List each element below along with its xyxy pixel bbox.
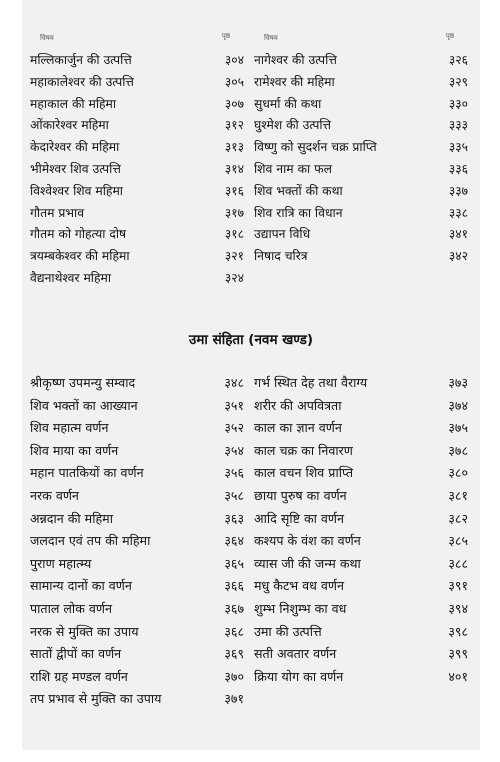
entry-title: शरीर की अपवित्रता: [254, 397, 342, 413]
toc-entry: [30, 115, 250, 137]
toc-entry: [254, 575, 474, 598]
entry-title: गौतम को गोहत्या दोष: [30, 227, 127, 242]
entry-title: नागेश्वर की उत्पत्ति: [254, 53, 337, 67]
toc-entry: [254, 50, 474, 72]
toc-entry: [30, 395, 250, 418]
toc-entry: [254, 530, 474, 553]
entry-title: शुम्भ निशुम्भ का वध: [254, 600, 347, 616]
toc-entry: [30, 643, 250, 666]
entry-title: आदि सृष्टि का वर्णन: [254, 510, 344, 526]
entry-page-number: ३५२: [224, 420, 244, 436]
toc-entry: [254, 137, 474, 159]
toc-entry: [30, 485, 250, 508]
toc-entry: [254, 395, 474, 418]
entry-page-number: ३७३: [448, 375, 468, 390]
entry-page-number: ३८१: [448, 487, 468, 503]
toc-top-right-column: [254, 32, 474, 268]
entry-title: भीमेश्वर शिव उत्पत्ति: [30, 161, 121, 176]
toc-entry: [30, 94, 250, 116]
toc-entry: [254, 203, 474, 225]
entry-title: उद्यापन विधि: [254, 227, 311, 242]
entry-page-number: ३५१: [224, 397, 244, 413]
entry-title: काल वचन शिव प्राप्ति: [254, 465, 354, 481]
toc-entry: [30, 72, 250, 94]
toc-bottom-left-column: [30, 372, 250, 711]
toc-entry: [254, 621, 474, 644]
entry-page-number: ३७८: [448, 442, 468, 458]
entry-title: केदारेश्वर की महिमा: [30, 140, 120, 155]
toc-entry: [30, 508, 250, 531]
entry-page-number: ३१६: [224, 183, 244, 198]
entry-title: मल्लिकार्जुन की उत्पत्ति: [30, 53, 132, 67]
entry-page-number: ३४८: [224, 375, 244, 390]
toc-entry: [254, 417, 474, 440]
entry-page-number: ३७१: [224, 691, 244, 707]
toc-entry: [254, 598, 474, 621]
toc-entry: [30, 440, 250, 463]
toc-bottom-right-column: [254, 372, 474, 688]
toc-top-left-column: [30, 32, 250, 290]
entry-title: शिव नाम का फल: [254, 161, 332, 176]
toc-entry: [254, 485, 474, 508]
entry-title: वैद्यनाथेश्वर महिमा: [30, 270, 112, 285]
entry-title: महाकालेश्वर की उत्पत्ति: [30, 74, 134, 89]
entry-title: विश्वेश्वर शिव महिमा: [30, 183, 123, 198]
entry-page-number: ३०५: [224, 74, 244, 89]
entry-title: महान पातकियों का वर्णन: [30, 465, 144, 481]
toc-entry: [30, 553, 250, 576]
entry-page-number: ३७५: [448, 420, 468, 436]
entry-page-number: ३९९: [448, 646, 468, 662]
entry-title: सातों द्वीपों का वर्णन: [30, 646, 122, 662]
entry-page-number: ३६८: [224, 623, 244, 639]
entry-page-number: ३३६: [448, 161, 468, 176]
section-heading: उमा संहिता (नवम खण्ड): [188, 332, 314, 348]
entry-title: काल का ज्ञान वर्णन: [254, 420, 342, 436]
entry-title: तप प्रभाव से मुक्ति का उपाय: [30, 691, 162, 707]
entry-title: राशि ग्रह मण्डल वर्णन: [30, 668, 128, 684]
entry-page-number: ३७४: [448, 397, 468, 413]
toc-entry: [254, 462, 474, 485]
entry-title: महाकाल की महिमा: [30, 96, 117, 111]
entry-page-number: ३३८: [448, 205, 468, 220]
entry-title: नरक वर्णन: [30, 487, 79, 503]
entry-title: निषाद चरित्र: [254, 249, 308, 264]
entry-page-number: ३१७: [224, 205, 244, 220]
entry-page-number: ३९१: [448, 578, 468, 594]
entry-page-number: ३२९: [448, 74, 468, 89]
toc-entry: [254, 643, 474, 666]
entry-title: विष्णु को सुदर्शन चक्र प्राप्ति: [254, 140, 377, 155]
entry-title: उमा की उत्पत्ति: [254, 623, 322, 639]
entry-title: नरक से मुक्ति का उपाय: [30, 623, 139, 639]
entry-page-number: ३८८: [448, 555, 468, 571]
entry-title: घुश्मेश की उत्पत्ति: [254, 118, 332, 133]
toc-entry: [30, 530, 250, 553]
entry-page-number: ३१३: [224, 140, 244, 155]
contents-page: [22, 0, 480, 750]
entry-page-number: ३८२: [448, 510, 468, 526]
entry-page-number: ३३७: [448, 183, 468, 198]
header-page: पृष्ठ: [221, 32, 230, 40]
entry-title: सती अवतार वर्णन: [254, 646, 337, 662]
entry-page-number: ३९४: [448, 600, 468, 616]
toc-entry: [30, 224, 250, 246]
entry-page-number: ३१४: [224, 161, 244, 176]
entry-title: गर्भ स्थित देह तथा वैराग्य: [254, 375, 368, 390]
entry-page-number: ३०७: [224, 96, 244, 111]
toc-entry: [254, 72, 474, 94]
entry-title: शिव भक्तों का आख्यान: [30, 397, 138, 413]
entry-title: अन्नदान की महिमा: [30, 510, 113, 526]
toc-entry: [254, 94, 474, 116]
entry-page-number: ३२४: [224, 270, 244, 285]
entry-page-number: ३४२: [448, 249, 468, 264]
entry-title: गौतम प्रभाव: [30, 205, 85, 220]
entry-title: श्रीकृष्ण उपमन्यु सम्वाद: [30, 375, 136, 390]
toc-entry: [30, 666, 250, 689]
toc-entry: [30, 181, 250, 203]
toc-list: [254, 50, 474, 268]
entry-page-number: ३६६: [224, 578, 244, 594]
entry-page-number: ३३०: [448, 96, 468, 111]
toc-list: [30, 372, 250, 711]
entry-title: काल चक्र का निवारण: [254, 442, 353, 458]
entry-page-number: ३६३: [224, 510, 244, 526]
toc-entry: [254, 508, 474, 531]
entry-title: शिव भक्तों की कथा: [254, 183, 343, 198]
toc-entry: [30, 575, 250, 598]
entry-page-number: ३९८: [448, 623, 468, 639]
toc-entry: [30, 372, 250, 395]
toc-entry: [30, 621, 250, 644]
entry-title: मधु कैटभ वध वर्णन: [254, 578, 345, 594]
toc-entry: [254, 372, 474, 395]
entry-page-number: ३२६: [448, 53, 468, 67]
toc-entry: [30, 268, 250, 290]
entry-page-number: ३६९: [224, 646, 244, 662]
entry-title: रामेश्वर की महिमा: [254, 74, 335, 89]
toc-entry: [254, 181, 474, 203]
toc-entry: [254, 440, 474, 463]
entry-page-number: ३५८: [224, 487, 244, 503]
toc-entry: [254, 224, 474, 246]
entry-page-number: ३६४: [224, 533, 244, 549]
entry-title: कश्यप के वंश का वर्णन: [254, 533, 361, 549]
header-subject: विषय: [40, 34, 54, 42]
entry-page-number: ३४१: [448, 227, 468, 242]
toc-entry: [30, 50, 250, 72]
toc-list: [30, 50, 250, 290]
column-header: [30, 32, 250, 50]
toc-entry: [30, 246, 250, 268]
entry-title: छाया पुरुष का वर्णन: [254, 487, 347, 503]
toc-entry: [254, 553, 474, 576]
toc-entry: [30, 203, 250, 225]
entry-title: पुराण महात्म्य: [30, 555, 92, 571]
entry-page-number: ३१२: [224, 118, 244, 133]
header-subject: विषय: [264, 34, 278, 42]
header-page: पृष्ठ: [445, 32, 454, 40]
entry-title: सामान्य दानों का वर्णन: [30, 578, 132, 594]
toc-list: [254, 372, 474, 688]
toc-entry: [30, 159, 250, 181]
entry-page-number: ३८०: [448, 465, 468, 481]
toc-entry: [30, 137, 250, 159]
entry-page-number: ४०१: [448, 668, 468, 684]
entry-page-number: ३५४: [224, 442, 244, 458]
toc-entry: [30, 598, 250, 621]
entry-page-number: ३६५: [224, 555, 244, 571]
entry-title: शिव माया का वर्णन: [30, 442, 119, 458]
entry-page-number: ३१८: [224, 227, 244, 242]
entry-page-number: ३२१: [224, 249, 244, 264]
entry-page-number: ३३३: [448, 118, 468, 133]
entry-title: क्रिया योग का वर्णन: [254, 668, 344, 684]
entry-title: शिव रात्रि का विधान: [254, 205, 343, 220]
toc-entry: [254, 666, 474, 689]
entry-page-number: ३०४: [224, 53, 244, 67]
toc-entry: [254, 246, 474, 268]
toc-entry: [30, 417, 250, 440]
entry-page-number: ३५६: [224, 465, 244, 481]
entry-title: शिव महात्म वर्णन: [30, 420, 109, 436]
column-header: [254, 32, 474, 50]
entry-title: जलदान एवं तप की महिमा: [30, 533, 151, 549]
toc-entry: [30, 462, 250, 485]
toc-entry: [254, 115, 474, 137]
entry-page-number: ३८५: [448, 533, 468, 549]
entry-title: त्रयम्बकेश्वर की महिमा: [30, 249, 130, 264]
entry-page-number: ३३५: [448, 140, 468, 155]
entry-title: ओंकारेश्वर महिमा: [30, 118, 109, 133]
entry-page-number: ३७०: [224, 668, 244, 684]
toc-entry: [254, 159, 474, 181]
toc-entry: [30, 688, 250, 711]
entry-page-number: ३६७: [224, 600, 244, 616]
entry-title: व्यास जी की जन्म कथा: [254, 555, 361, 571]
entry-title: पाताल लोक वर्णन: [30, 600, 112, 616]
entry-title: सुधर्मा की कथा: [254, 96, 322, 111]
